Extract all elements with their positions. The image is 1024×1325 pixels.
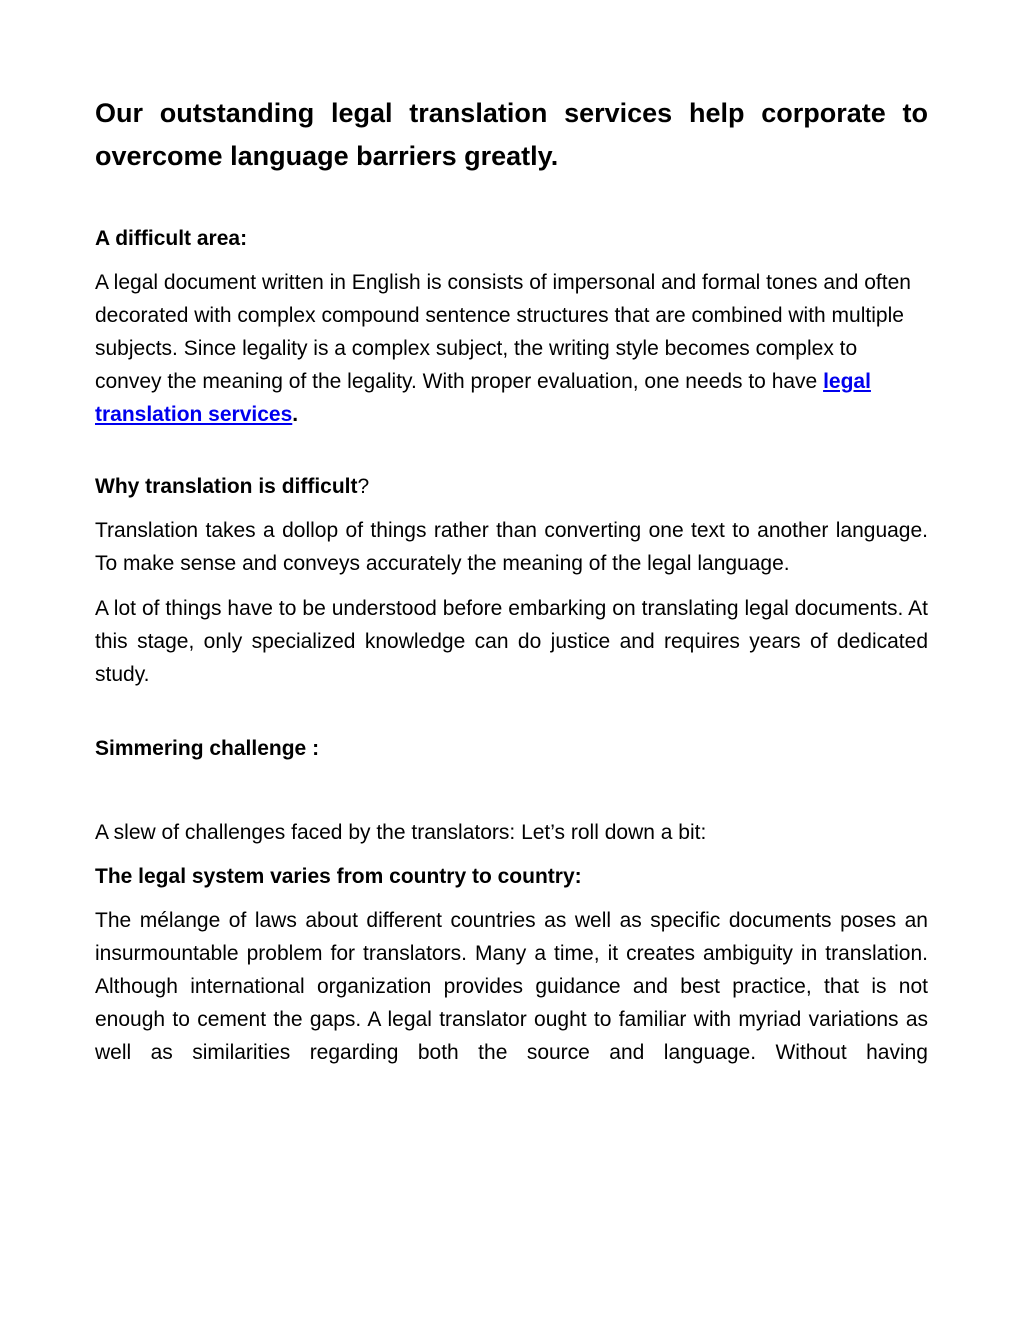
- heading-text: Why translation is difficult: [95, 475, 358, 498]
- heading-question-mark: ?: [357, 475, 370, 498]
- subheading-legal-system-varies: The legal system varies from country to country:: [95, 865, 582, 888]
- section-paragraph-difficult-area: [95, 266, 928, 431]
- section-paragraph-legal-system: The mélange of laws about different countries as well as specific documents poses an insurmountable problem for translators. Many a time, it creates ambiguity in translation. Although international organization provides guidance and best practice, that is not enough to cement the gaps. A legal translator ought to familiar with myriad variations as well as similarities regarding both the source and language. Without having: [95, 909, 928, 1064]
- section-paragraph-why-difficult-2: A lot of things have to be understood before embarking on translating legal documents. At this stage, only specialized knowledge can do justice and requires years of dedicated study.: [95, 597, 928, 686]
- legal-translation-services-link[interactable]: legal translation services: [95, 370, 871, 426]
- section-heading-simmering-challenge: Simmering challenge :: [95, 737, 320, 760]
- section-heading-why-difficult: [95, 470, 928, 503]
- section-heading-difficult-area: A difficult area:: [95, 227, 248, 250]
- page-title: Our outstanding legal translation services help corporate to overcome language barriers greatly.: [95, 98, 928, 171]
- paragraph-period: .: [292, 403, 299, 426]
- section-intro-challenges: A slew of challenges faced by the translators: Let’s roll down a bit:: [95, 821, 707, 844]
- document-page: [95, 92, 928, 1069]
- paragraph-text: A legal document written in English is consists of impersonal and formal tones and often decorated with complex compound sentence structures that are combined with multiple subjects. Since legality is a complex subject, the writing style becomes complex to convey the meaning of the legality. With proper evaluation, one needs to have: [95, 271, 911, 393]
- section-paragraph-why-difficult-1: Translation takes a dollop of things rather than converting one text to another language. To make sense and conveys accurately the meaning of the legal language.: [95, 519, 928, 575]
